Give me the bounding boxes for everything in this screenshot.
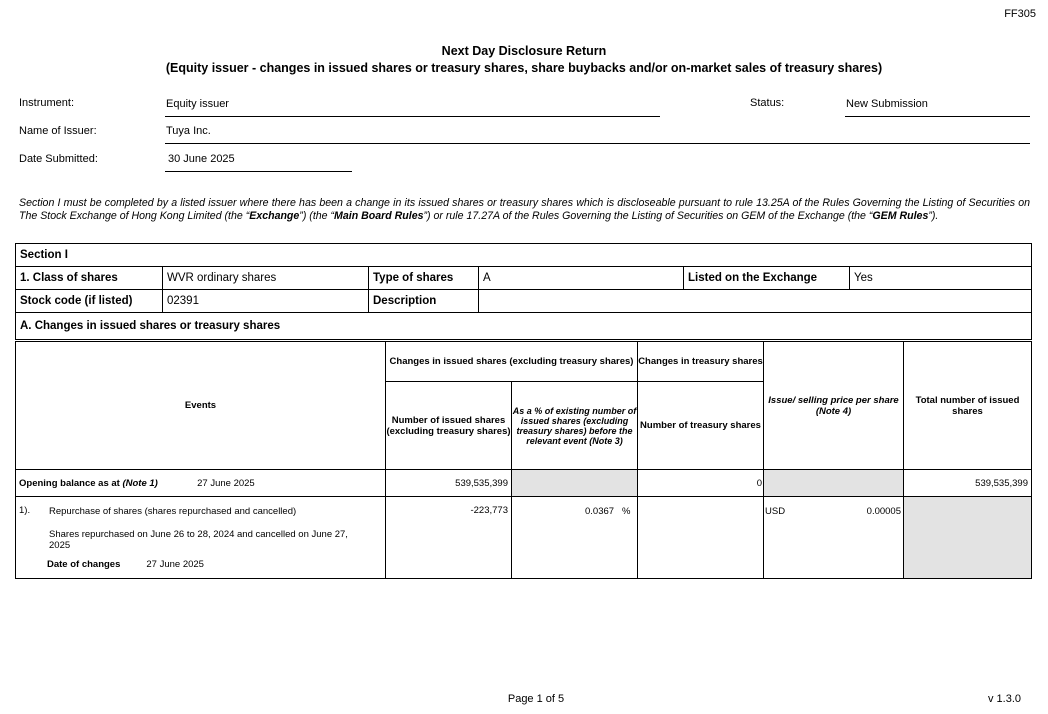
col-events-header: Events — [16, 342, 386, 470]
event-1-number: 1). — [19, 505, 31, 516]
section-intro-paragraph: Section I must be completed by a listed issuer where there has been a change in its issued shares or treasury shares which is discloseable pursuant to rule 13.25A of the Rules Governing the Listing of Securities on The Stock Exchange of Hong Kong Limited (the “Exchange”) (the “Main Board Rules”) or rule 17.27A of the Rules Governing the Listing of Securities on GEM of the Exchange (the “GEM Rules”). — [19, 197, 1030, 222]
event-1-detail: Shares repurchased on June 26 to 28, 2024 and cancelled on June 27, 2025 — [49, 529, 348, 551]
version-label: v 1.3.0 — [987, 693, 1021, 705]
event-1-price-cell — [764, 497, 904, 579]
event-1-pct-unit: % — [622, 506, 631, 517]
issuer-underline — [165, 143, 1030, 144]
class-of-shares-label: 1. Class of shares — [16, 267, 163, 290]
event-1-issued-shares: -223,773 — [386, 497, 512, 579]
page-title: Next Day Disclosure Return — [441, 44, 607, 58]
changes-table — [15, 341, 1032, 579]
opening-total-shares: 539,535,399 — [904, 470, 1032, 497]
col-issued-number-header: Number of issued shares (excluding treasury shares) — [386, 382, 512, 470]
col-total-header: Total number of issued shares — [904, 342, 1032, 470]
type-of-shares-value: A — [479, 267, 684, 290]
event-1-price: 0.00005 — [866, 506, 901, 517]
col-issued-pct-header: As a % of existing number of issued shares (excluding treasury shares) before the relevant event (Note 3) — [512, 382, 638, 470]
event-1-pct-cell — [512, 497, 638, 579]
issuer-value: Tuya Inc. — [166, 125, 211, 137]
opening-treasury-shares: 0 — [638, 470, 764, 497]
event-1-treasury-cell — [638, 497, 764, 579]
page-number: Page 1 of 5 — [507, 693, 565, 705]
page-subtitle: (Equity issuer - changes in issued shares or treasury shares, share buybacks and/or on-market sales of treasury shares) — [165, 61, 883, 75]
col-price-header: Issue/ selling price per share (Note 4) — [764, 342, 904, 470]
instrument-value: Equity issuer — [166, 98, 229, 110]
event-1-currency: USD — [765, 506, 786, 517]
changes-title: A. Changes in issued shares or treasury shares — [16, 313, 1032, 340]
opening-price-cell — [764, 470, 904, 497]
date-submitted-underline — [165, 171, 352, 172]
section-title: Section I — [16, 244, 1032, 267]
type-of-shares-label: Type of shares — [369, 267, 479, 290]
event-1-total-cell — [904, 497, 1032, 579]
opening-balance-cell: Opening balance as at (Note 1) 27 June 2025 — [16, 470, 386, 497]
opening-pct-cell — [512, 470, 638, 497]
event-1-pct: 0.0367 — [585, 506, 615, 517]
section-i-table — [15, 243, 1032, 340]
instrument-underline — [165, 116, 660, 117]
date-submitted-label: Date Submitted: — [19, 153, 98, 165]
opening-issued-shares: 539,535,399 — [386, 470, 512, 497]
stock-code-label: Stock code (if listed) — [16, 290, 163, 313]
status-underline — [845, 116, 1030, 117]
stock-code-value: 02391 — [163, 290, 369, 313]
listed-value: Yes — [850, 267, 1032, 290]
col-treasury-group-header: Changes in treasury shares — [638, 342, 764, 382]
issuer-label: Name of Issuer: — [19, 125, 97, 137]
class-of-shares-value: WVR ordinary shares — [163, 267, 369, 290]
description-value — [479, 290, 1032, 313]
event-row-1 — [16, 497, 386, 579]
status-value: New Submission — [846, 98, 928, 110]
description-label: Description — [369, 290, 479, 313]
event-1-date: Date of changes 27 June 2025 — [47, 559, 204, 570]
event-1-type: Repurchase of shares (shares repurchased and cancelled) — [49, 506, 297, 517]
status-label: Status: — [750, 97, 785, 109]
col-issued-group-header: Changes in issued shares (excluding treasury shares) — [386, 342, 638, 382]
date-submitted-value: 30 June 2025 — [168, 153, 235, 165]
col-treasury-number-header: Number of treasury shares — [638, 382, 764, 470]
instrument-label: Instrument: — [19, 97, 75, 109]
listed-label: Listed on the Exchange — [684, 267, 850, 290]
form-code: FF305 — [1004, 8, 1036, 20]
